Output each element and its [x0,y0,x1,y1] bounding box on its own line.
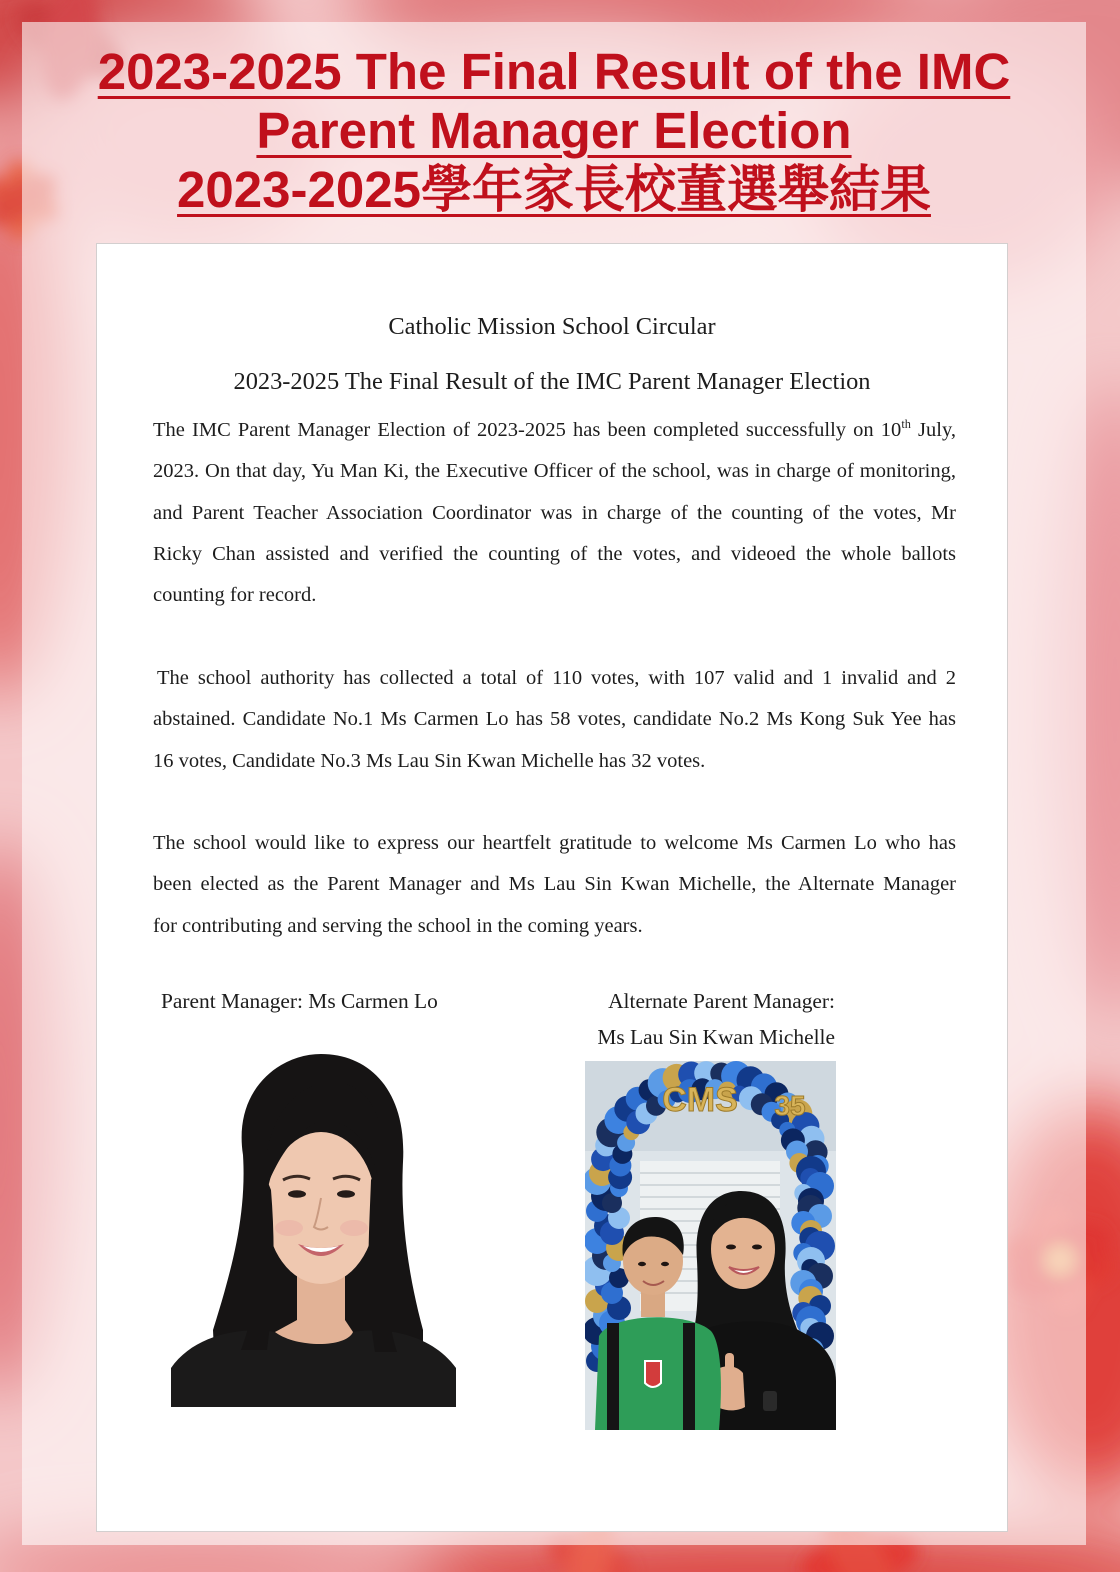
title-line-3-text: 2023-2025學年家長校董選舉結果 [177,161,931,218]
paragraph-line: for contributing and serving the school in the coming years. [153,914,643,937]
parent-manager-photo [171,1030,456,1407]
portrait-image [171,1030,456,1407]
title-line-1 [22,42,1086,101]
alternate-manager-photo [585,1061,836,1430]
paragraph-line: The school would like to express our heartfelt gratitude to welcome Ms Carmen Lo who has [153,832,956,854]
paragraph-gratitude [153,823,956,947]
paragraph-line [153,410,956,451]
paragraph-line: abstained. Candidate No.1 Ms Carmen Lo has 58 votes, candidate No.2 Ms Kong Suk Yee has [153,708,956,731]
paragraph-line: 2023. On that day, Yu Man Ki, the Executive Officer of the school, was in charge of monitoring, [153,460,956,483]
paragraph-line: and Parent Teacher Association Coordinator was in charge of the counting of the votes, Mr [153,501,956,524]
paragraph-line: The school authority has collected a total of 110 votes, with 107 valid and 1 invalid and 2 [157,667,956,689]
circular-subtitle: 2023-2025 The Final Result of the IMC Parent Manager Election [233,368,871,395]
poster-title [22,42,1086,219]
event-photo-image [585,1061,836,1430]
circular-document [96,243,1008,1532]
ordinal-suffix: th [901,417,911,432]
parent-manager-caption: Parent Manager: Ms Carmen Lo [161,989,438,1013]
title-line-2 [22,101,1086,160]
paragraph-vote-counts [153,658,956,782]
line-text: July, [910,419,956,441]
paragraph-line: been elected as the Parent Manager and Ms Lau Sin Kwan Michelle, the Alternate Manager [153,873,956,896]
line-text: The IMC Parent Manager Election of 2023-2025 has been completed successfully on 10 [153,419,902,441]
alternate-manager-caption-line-2: Ms Lau Sin Kwan Michelle [597,1025,835,1049]
circular-header: Catholic Mission School Circular [388,313,716,340]
title-line-3 [22,160,1086,219]
alternate-manager-caption-line-1: Alternate Parent Manager: [608,989,835,1013]
paragraph-line: 16 votes, Candidate No.3 Ms Lau Sin Kwan Michelle has 32 votes. [153,749,706,772]
balloon-letters: CMS [662,1081,738,1119]
paragraph-election-summary [153,410,956,616]
paragraph-line: Ricky Chan assisted and verified the counting of the votes, and videoed the whole ballots [153,542,956,565]
balloon-number: 35 [774,1090,806,1121]
paragraph-line: counting for record. [153,584,317,607]
title-line-2-text: Parent Manager Election [256,102,852,159]
title-line-1-text: 2023-2025 The Final Result of the IMC [97,43,1011,100]
